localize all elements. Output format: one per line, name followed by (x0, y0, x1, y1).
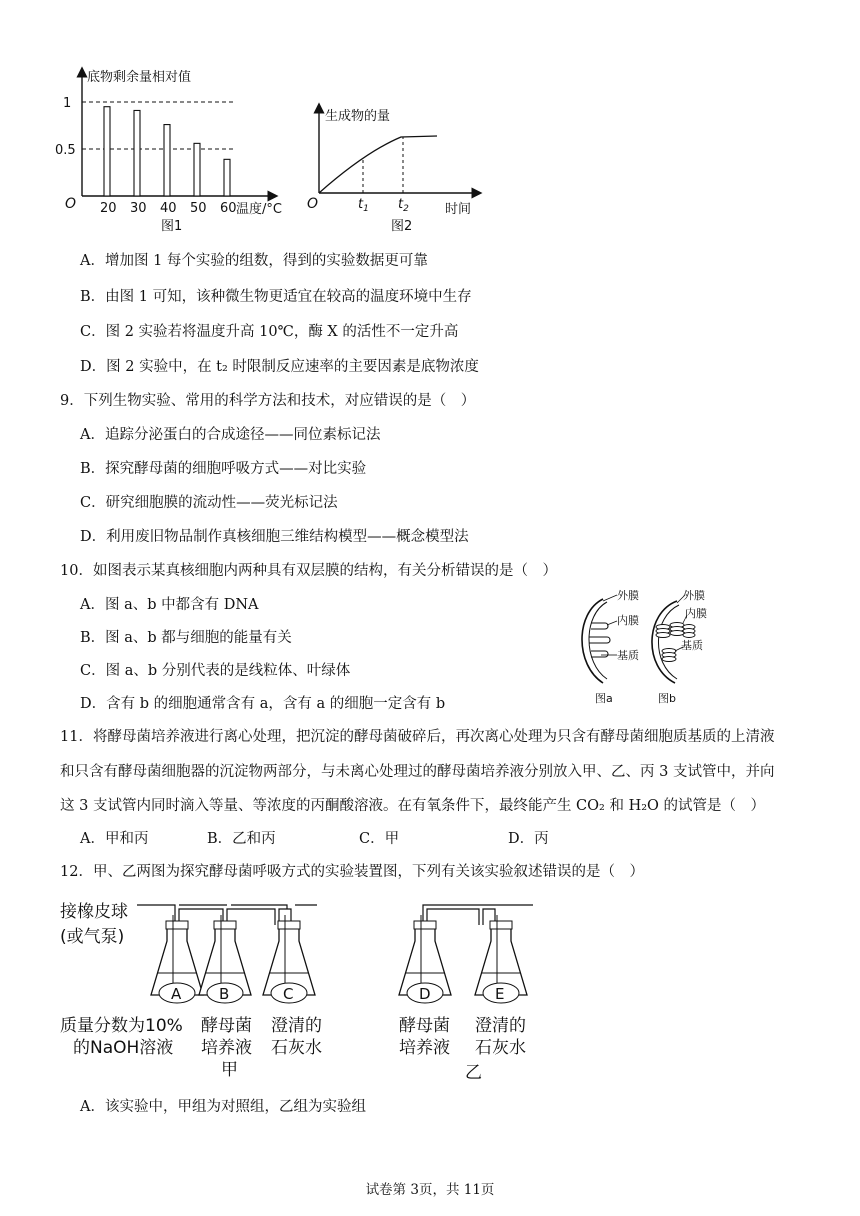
q10-option-a: A．图 a、b 中都含有 DNA (80, 597, 259, 613)
label-a-2: 的NaOH溶液 (73, 1038, 174, 1058)
q12-option-a: A．该实验中，甲组为对照组，乙组为实验组 (80, 1099, 366, 1115)
q11-option-c: C．甲 (359, 831, 400, 847)
flask-c-letter: C (283, 985, 294, 1003)
q9-stem: 9．下列生物实验、常用的科学方法和技术，对应错误的是（ ） (60, 393, 476, 409)
flask-d-letter: D (419, 985, 431, 1003)
label-e-2: 石灰水 (475, 1038, 526, 1058)
q9-option-b: B．探究酵母菌的细胞呼吸方式——对比实验 (80, 461, 367, 477)
fig-a-outer-membrane-2 (589, 602, 607, 679)
flask-d (399, 915, 451, 1003)
fig2-t2-label: $t_2$ (398, 197, 409, 214)
q11-line-2: 和只含有酵母菌细胞器的沉淀物两部分，与未离心处理过的酵母菌培养液分别放入甲、乙、丙 3 支试管中，并向 (60, 764, 775, 780)
q11-line-3: 这 3 支试管内同时滴入等量、等浓度的丙酮酸溶液。在有氧条件下，最终能产生 CO₂ 和 H₂O 的试管是（ ） (60, 798, 766, 814)
fig1-xtick-60: 60 (220, 201, 237, 216)
fig-b-outer-membrane (652, 601, 677, 683)
q9-option-a: A．追踪分泌蛋白的合成途径——同位素标记法 (80, 427, 381, 443)
group-yi-label: 乙 (465, 1063, 482, 1083)
figure-1-chart (55, 66, 295, 240)
flask-b-letter: B (219, 985, 230, 1003)
fig-a-cristae (589, 623, 610, 657)
pump-label-1: 接橡皮球 (60, 902, 128, 922)
fig1-bar-40 (164, 125, 170, 196)
q8-option-a: A．增加图 1 每个实验的组数，得到的实验数据更可靠 (80, 253, 428, 269)
flask-e (475, 915, 527, 1003)
pump-label-2: (或气泵) (60, 927, 125, 947)
fig2-t1-label: $t_1$ (358, 197, 369, 214)
fig1-tick-1: 1 (63, 96, 72, 111)
q10-option-c: C．图 a、b 分别代表的是线粒体、叶绿体 (80, 663, 351, 679)
flask-c (263, 915, 315, 1003)
fig1-tick-05: 0.5 (55, 143, 76, 158)
q9-option-d: D．利用废旧物品制作真核细胞三维结构模型——概念模型法 (80, 529, 469, 545)
label-d-1: 酵母菌 (399, 1016, 450, 1036)
flask-e-letter: E (495, 985, 505, 1003)
label-e-1: 澄清的 (475, 1016, 526, 1036)
q11-option-a: A．甲和丙 (80, 831, 149, 847)
fig1-bar-30 (134, 110, 140, 196)
label-c-1: 澄清的 (271, 1016, 322, 1036)
fig1-x-label: 温度/°C (236, 202, 282, 217)
flask-a-letter: A (171, 985, 182, 1003)
fig2-x-label: 时间 (445, 202, 472, 217)
q10-stem: 10．如图表示某真核细胞内两种具有双层膜的结构，有关分析错误的是（ ） (60, 563, 557, 579)
fig-b-matrix-label: 基质 (681, 639, 703, 652)
fig1-xtick-20: 20 (100, 201, 117, 216)
organelle-figure (565, 585, 725, 707)
q9-option-c: C．研究细胞膜的流动性——荧光标记法 (80, 495, 338, 511)
fig1-origin: O (65, 196, 77, 212)
fig1-caption: 图1 (161, 219, 183, 234)
tube-yi (423, 905, 533, 945)
fig1-bar-50 (194, 143, 200, 196)
q11-line-1: 11．将酵母菌培养液进行离心处理，把沉淀的酵母菌破碎后，再次离心处理为只含有酵母菌细胞质基质的上清液 (60, 729, 775, 745)
q8-option-b: B．由图 1 可知，该种微生物更适宜在较高的温度环境中生存 (80, 289, 472, 305)
fig1-xtick-30: 30 (130, 201, 147, 216)
q12-stem: 12．甲、乙两图为探究酵母菌呼吸方式的实验装置图，下列有关该实验叙述错误的是（ ） (60, 864, 644, 880)
fig2-y-label: 生成物的量 (325, 109, 391, 124)
fig1-xtick-50: 50 (190, 201, 207, 216)
fig-b-caption: 图b (658, 692, 676, 705)
q10-option-d: D．含有 b 的细胞通常含有 a，含有 a 的细胞一定含有 b (80, 696, 446, 712)
fig-a-caption: 图a (595, 692, 613, 705)
fig-a-matrix-label: 基质 (617, 649, 639, 662)
fig1-xtick-40: 40 (160, 201, 177, 216)
fig-a-inner-label: 内膜 (617, 614, 639, 627)
q8-option-d: D．图 2 实验中，在 t₂ 时限制反应速率的主要因素是底物浓度 (80, 359, 479, 375)
q8-option-c: C．图 2 实验若将温度升高 10℃，酶 X 的活性不一定升高 (80, 324, 459, 340)
label-a-1: 质量分数为10% (60, 1016, 183, 1036)
flask-b (199, 915, 251, 1003)
fig2-curve (319, 136, 437, 193)
q11-option-b: B．乙和丙 (207, 831, 276, 847)
fig2-origin: O (307, 196, 319, 212)
fig-b-inner-label: 内膜 (685, 607, 707, 620)
fig-b-inner-membrane (658, 605, 679, 679)
fig1-bar-20 (104, 107, 110, 196)
figure-2-chart (305, 100, 485, 240)
page-footer: 试卷第 3页，共 11页 (365, 1182, 495, 1198)
fig-a-outer-label: 外膜 (617, 589, 639, 602)
fig1-bar-60 (224, 159, 230, 196)
flask-a (151, 915, 203, 1003)
q11-option-d: D．丙 (508, 831, 549, 847)
fig2-caption: 图2 (391, 219, 413, 234)
fig-a-outer-membrane (582, 599, 603, 683)
group-jia-label: 甲 (221, 1060, 238, 1080)
label-c-2: 石灰水 (271, 1038, 322, 1058)
fig1-y-label: 底物剩余量相对值 (87, 70, 192, 85)
label-b-2: 培养液 (201, 1038, 252, 1058)
label-b-1: 酵母菌 (201, 1016, 252, 1036)
q10-option-b: B．图 a、b 都与细胞的能量有关 (80, 630, 292, 646)
respiration-apparatus-figure (55, 895, 555, 1085)
fig-b-outer-label: 外膜 (683, 589, 705, 602)
label-d-2: 培养液 (399, 1038, 450, 1058)
